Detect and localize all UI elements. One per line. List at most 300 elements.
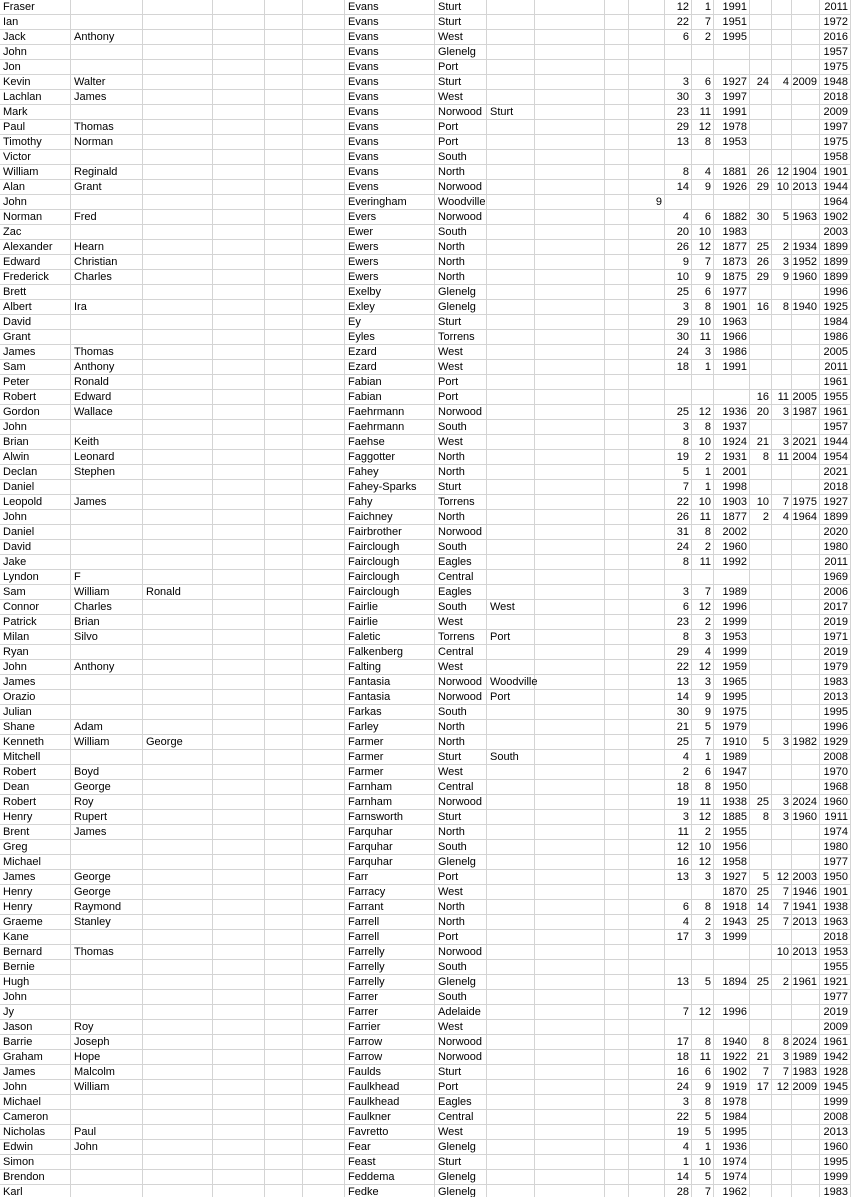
spacer-col-3[interactable]: [303, 1185, 345, 1197]
cell-first-name[interactable]: Sam: [0, 360, 71, 375]
cell-final-year[interactable]: 2018: [820, 480, 851, 495]
cell-district-2[interactable]: [487, 900, 535, 915]
cell-middle-name[interactable]: [71, 195, 143, 210]
cell-death-day[interactable]: 30: [750, 210, 772, 225]
spacer-col-1[interactable]: [213, 630, 265, 645]
cell-death-month[interactable]: 2: [772, 240, 792, 255]
cell-third-name[interactable]: [143, 840, 213, 855]
cell-birth-day[interactable]: 13: [665, 975, 692, 990]
cell-birth-month[interactable]: [692, 570, 714, 585]
cell-death-month[interactable]: 3: [772, 255, 792, 270]
cell-death-day[interactable]: [750, 90, 772, 105]
cell-third-name[interactable]: [143, 750, 213, 765]
cell-surname[interactable]: Farracy: [345, 885, 435, 900]
cell-death-year[interactable]: [792, 1005, 820, 1020]
cell-middle-name[interactable]: [71, 555, 143, 570]
cell-death-year[interactable]: [792, 1125, 820, 1140]
cell-surname[interactable]: Faulkner: [345, 1110, 435, 1125]
cell-birth-day[interactable]: 29: [665, 120, 692, 135]
cell-middle-name[interactable]: [71, 990, 143, 1005]
cell-death-year[interactable]: [792, 60, 820, 75]
cell-third-name[interactable]: [143, 900, 213, 915]
cell-count[interactable]: [629, 675, 665, 690]
spacer-col-2[interactable]: [265, 1155, 303, 1170]
cell-district-2[interactable]: [487, 1080, 535, 1095]
cell-death-day[interactable]: [750, 570, 772, 585]
cell-third-name[interactable]: [143, 120, 213, 135]
cell-district-2[interactable]: [487, 1185, 535, 1197]
cell-district-1[interactable]: Central: [435, 570, 487, 585]
cell-district-1[interactable]: North: [435, 825, 487, 840]
cell-district-1[interactable]: South: [435, 840, 487, 855]
cell-count[interactable]: [629, 90, 665, 105]
spacer-col-3[interactable]: [303, 690, 345, 705]
spacer-col-3[interactable]: [303, 1170, 345, 1185]
spacer-col-3[interactable]: [303, 135, 345, 150]
cell-first-name[interactable]: John: [0, 195, 71, 210]
cell-death-day[interactable]: [750, 765, 772, 780]
cell-middle-name[interactable]: [71, 1005, 143, 1020]
cell-death-year[interactable]: 1960: [792, 810, 820, 825]
spacer-col-4[interactable]: [535, 0, 605, 15]
spacer-col-4[interactable]: [535, 465, 605, 480]
spacer-col-5[interactable]: [605, 990, 629, 1005]
cell-final-year[interactable]: 2021: [820, 465, 851, 480]
cell-district-1[interactable]: South: [435, 150, 487, 165]
cell-death-month[interactable]: [772, 645, 792, 660]
cell-middle-name[interactable]: Wallace: [71, 405, 143, 420]
spacer-col-2[interactable]: [265, 345, 303, 360]
cell-surname[interactable]: Ezard: [345, 360, 435, 375]
spacer-col-5[interactable]: [605, 750, 629, 765]
cell-third-name[interactable]: [143, 555, 213, 570]
cell-district-2[interactable]: [487, 870, 535, 885]
spacer-col-3[interactable]: [303, 990, 345, 1005]
spacer-col-3[interactable]: [303, 600, 345, 615]
cell-birth-month[interactable]: 9: [692, 690, 714, 705]
cell-final-year[interactable]: 1984: [820, 315, 851, 330]
cell-surname[interactable]: Faggotter: [345, 450, 435, 465]
spacer-col-1[interactable]: [213, 210, 265, 225]
cell-count[interactable]: [629, 690, 665, 705]
spacer-col-1[interactable]: [213, 915, 265, 930]
cell-district-2[interactable]: [487, 720, 535, 735]
cell-final-year[interactable]: 2020: [820, 525, 851, 540]
cell-district-1[interactable]: North: [435, 255, 487, 270]
cell-birth-year[interactable]: 1991: [714, 360, 750, 375]
spacer-col-3[interactable]: [303, 45, 345, 60]
cell-middle-name[interactable]: [71, 1110, 143, 1125]
cell-birth-day[interactable]: 23: [665, 615, 692, 630]
cell-death-year[interactable]: [792, 825, 820, 840]
cell-surname[interactable]: Evans: [345, 165, 435, 180]
cell-first-name[interactable]: Alwin: [0, 450, 71, 465]
spacer-col-1[interactable]: [213, 1110, 265, 1125]
spacer-col-2[interactable]: [265, 570, 303, 585]
cell-third-name[interactable]: [143, 405, 213, 420]
cell-district-2[interactable]: [487, 615, 535, 630]
cell-district-1[interactable]: Torrens: [435, 495, 487, 510]
cell-third-name[interactable]: [143, 330, 213, 345]
cell-birth-day[interactable]: 5: [665, 465, 692, 480]
spacer-col-1[interactable]: [213, 420, 265, 435]
spacer-col-5[interactable]: [605, 975, 629, 990]
spacer-col-2[interactable]: [265, 180, 303, 195]
cell-surname[interactable]: Feddema: [345, 1170, 435, 1185]
spacer-col-5[interactable]: [605, 240, 629, 255]
cell-death-day[interactable]: [750, 840, 772, 855]
cell-district-2[interactable]: [487, 1065, 535, 1080]
cell-birth-year[interactable]: 1953: [714, 135, 750, 150]
cell-death-year[interactable]: 1946: [792, 885, 820, 900]
cell-final-year[interactable]: 2016: [820, 30, 851, 45]
cell-birth-year[interactable]: 1958: [714, 855, 750, 870]
cell-birth-year[interactable]: 1870: [714, 885, 750, 900]
cell-district-2[interactable]: [487, 735, 535, 750]
cell-middle-name[interactable]: [71, 1185, 143, 1197]
cell-third-name[interactable]: [143, 1125, 213, 1140]
cell-birth-year[interactable]: 1995: [714, 690, 750, 705]
cell-count[interactable]: [629, 480, 665, 495]
spacer-col-1[interactable]: [213, 570, 265, 585]
spacer-col-2[interactable]: [265, 360, 303, 375]
cell-final-year[interactable]: 1954: [820, 450, 851, 465]
spacer-col-5[interactable]: [605, 510, 629, 525]
cell-death-month[interactable]: [772, 225, 792, 240]
cell-death-month[interactable]: [772, 1185, 792, 1197]
cell-district-1[interactable]: South: [435, 960, 487, 975]
cell-district-1[interactable]: Glenelg: [435, 1170, 487, 1185]
cell-final-year[interactable]: 1983: [820, 675, 851, 690]
cell-first-name[interactable]: Mark: [0, 105, 71, 120]
cell-district-1[interactable]: Port: [435, 375, 487, 390]
cell-final-year[interactable]: 2006: [820, 585, 851, 600]
cell-first-name[interactable]: Brent: [0, 825, 71, 840]
cell-birth-day[interactable]: 4: [665, 915, 692, 930]
cell-first-name[interactable]: Cameron: [0, 1110, 71, 1125]
spacer-col-5[interactable]: [605, 60, 629, 75]
cell-count[interactable]: [629, 975, 665, 990]
cell-birth-year[interactable]: 1955: [714, 825, 750, 840]
spacer-col-4[interactable]: [535, 270, 605, 285]
cell-death-month[interactable]: 12: [772, 165, 792, 180]
cell-district-2[interactable]: [487, 0, 535, 15]
cell-middle-name[interactable]: Ronald: [71, 375, 143, 390]
cell-third-name[interactable]: [143, 1005, 213, 1020]
spacer-col-3[interactable]: [303, 150, 345, 165]
cell-middle-name[interactable]: [71, 285, 143, 300]
cell-third-name[interactable]: [143, 15, 213, 30]
cell-count[interactable]: [629, 870, 665, 885]
cell-district-2[interactable]: Sturt: [487, 105, 535, 120]
cell-count[interactable]: [629, 1095, 665, 1110]
cell-first-name[interactable]: Milan: [0, 630, 71, 645]
spacer-col-1[interactable]: [213, 1005, 265, 1020]
spacer-col-5[interactable]: [605, 450, 629, 465]
cell-birth-month[interactable]: 10: [692, 495, 714, 510]
cell-death-month[interactable]: [772, 135, 792, 150]
cell-death-day[interactable]: [750, 315, 772, 330]
spacer-col-4[interactable]: [535, 1095, 605, 1110]
spacer-col-5[interactable]: [605, 300, 629, 315]
cell-birth-day[interactable]: 7: [665, 1005, 692, 1020]
spacer-col-4[interactable]: [535, 1035, 605, 1050]
cell-middle-name[interactable]: George: [71, 870, 143, 885]
cell-surname[interactable]: Evans: [345, 30, 435, 45]
cell-death-month[interactable]: 3: [772, 1050, 792, 1065]
spacer-col-1[interactable]: [213, 15, 265, 30]
spacer-col-1[interactable]: [213, 150, 265, 165]
spacer-col-5[interactable]: [605, 555, 629, 570]
cell-first-name[interactable]: John: [0, 45, 71, 60]
cell-first-name[interactable]: Alexander: [0, 240, 71, 255]
cell-district-1[interactable]: Sturt: [435, 810, 487, 825]
cell-district-1[interactable]: North: [435, 735, 487, 750]
spacer-col-2[interactable]: [265, 150, 303, 165]
cell-third-name[interactable]: [143, 30, 213, 45]
cell-district-2[interactable]: [487, 240, 535, 255]
cell-first-name[interactable]: Shane: [0, 720, 71, 735]
cell-third-name[interactable]: [143, 375, 213, 390]
cell-third-name[interactable]: [143, 1080, 213, 1095]
cell-third-name[interactable]: [143, 450, 213, 465]
cell-middle-name[interactable]: Hearn: [71, 240, 143, 255]
spacer-col-5[interactable]: [605, 1065, 629, 1080]
cell-birth-day[interactable]: 14: [665, 180, 692, 195]
spacer-col-2[interactable]: [265, 315, 303, 330]
cell-middle-name[interactable]: Anthony: [71, 30, 143, 45]
spacer-col-1[interactable]: [213, 945, 265, 960]
cell-count[interactable]: [629, 765, 665, 780]
spacer-col-2[interactable]: [265, 390, 303, 405]
cell-district-2[interactable]: [487, 840, 535, 855]
cell-first-name[interactable]: Edward: [0, 255, 71, 270]
cell-count[interactable]: [629, 1035, 665, 1050]
spacer-col-1[interactable]: [213, 360, 265, 375]
cell-death-month[interactable]: [772, 855, 792, 870]
cell-final-year[interactable]: 1977: [820, 990, 851, 1005]
cell-surname[interactable]: Ewers: [345, 255, 435, 270]
cell-death-year[interactable]: 1989: [792, 1050, 820, 1065]
cell-death-month[interactable]: [772, 570, 792, 585]
spacer-col-3[interactable]: [303, 240, 345, 255]
spacer-col-1[interactable]: [213, 315, 265, 330]
cell-district-1[interactable]: West: [435, 1020, 487, 1035]
cell-district-2[interactable]: West: [487, 600, 535, 615]
spacer-col-3[interactable]: [303, 540, 345, 555]
cell-birth-month[interactable]: 12: [692, 1005, 714, 1020]
cell-death-day[interactable]: [750, 780, 772, 795]
cell-death-day[interactable]: 8: [750, 810, 772, 825]
cell-birth-month[interactable]: [692, 195, 714, 210]
cell-birth-month[interactable]: 11: [692, 795, 714, 810]
cell-death-year[interactable]: [792, 0, 820, 15]
spacer-col-3[interactable]: [303, 750, 345, 765]
cell-birth-year[interactable]: 1918: [714, 900, 750, 915]
spacer-col-2[interactable]: [265, 1020, 303, 1035]
cell-district-1[interactable]: Torrens: [435, 630, 487, 645]
cell-district-1[interactable]: Glenelg: [435, 45, 487, 60]
spacer-col-5[interactable]: [605, 825, 629, 840]
cell-final-year[interactable]: 1980: [820, 540, 851, 555]
cell-death-month[interactable]: 8: [772, 300, 792, 315]
cell-death-year[interactable]: [792, 585, 820, 600]
cell-surname[interactable]: Fantasia: [345, 690, 435, 705]
spacer-col-1[interactable]: [213, 870, 265, 885]
cell-final-year[interactable]: 1944: [820, 180, 851, 195]
spacer-col-5[interactable]: [605, 765, 629, 780]
spacer-col-3[interactable]: [303, 360, 345, 375]
spacer-col-1[interactable]: [213, 735, 265, 750]
cell-third-name[interactable]: [143, 930, 213, 945]
cell-death-year[interactable]: 2021: [792, 435, 820, 450]
spacer-col-4[interactable]: [535, 210, 605, 225]
spacer-col-1[interactable]: [213, 180, 265, 195]
cell-death-month[interactable]: [772, 1155, 792, 1170]
cell-district-1[interactable]: North: [435, 720, 487, 735]
cell-birth-day[interactable]: 22: [665, 15, 692, 30]
cell-birth-month[interactable]: 2: [692, 915, 714, 930]
cell-count[interactable]: [629, 0, 665, 15]
cell-birth-year[interactable]: [714, 390, 750, 405]
cell-count[interactable]: [629, 780, 665, 795]
cell-death-day[interactable]: 29: [750, 270, 772, 285]
cell-first-name[interactable]: Albert: [0, 300, 71, 315]
spacer-col-1[interactable]: [213, 480, 265, 495]
cell-first-name[interactable]: Lyndon: [0, 570, 71, 585]
cell-death-year[interactable]: 1941: [792, 900, 820, 915]
cell-birth-day[interactable]: 21: [665, 720, 692, 735]
cell-death-year[interactable]: 1975: [792, 495, 820, 510]
cell-surname[interactable]: Fahy: [345, 495, 435, 510]
cell-third-name[interactable]: [143, 1170, 213, 1185]
cell-death-year[interactable]: [792, 930, 820, 945]
spacer-col-5[interactable]: [605, 525, 629, 540]
cell-birth-year[interactable]: 1940: [714, 1035, 750, 1050]
cell-death-day[interactable]: [750, 45, 772, 60]
cell-birth-year[interactable]: 1989: [714, 750, 750, 765]
spacer-col-3[interactable]: [303, 720, 345, 735]
cell-count[interactable]: [629, 705, 665, 720]
spacer-col-2[interactable]: [265, 210, 303, 225]
spacer-col-2[interactable]: [265, 15, 303, 30]
spacer-col-2[interactable]: [265, 510, 303, 525]
cell-death-year[interactable]: [792, 645, 820, 660]
cell-surname[interactable]: Farley: [345, 720, 435, 735]
spacer-col-4[interactable]: [535, 1155, 605, 1170]
cell-third-name[interactable]: [143, 945, 213, 960]
cell-birth-month[interactable]: [692, 60, 714, 75]
cell-death-day[interactable]: [750, 195, 772, 210]
cell-first-name[interactable]: Graeme: [0, 915, 71, 930]
cell-death-month[interactable]: 2: [772, 975, 792, 990]
cell-first-name[interactable]: Jason: [0, 1020, 71, 1035]
cell-surname[interactable]: Farrelly: [345, 945, 435, 960]
spacer-col-2[interactable]: [265, 840, 303, 855]
cell-count[interactable]: 9: [629, 195, 665, 210]
cell-birth-month[interactable]: 3: [692, 630, 714, 645]
cell-birth-year[interactable]: 1983: [714, 225, 750, 240]
cell-birth-year[interactable]: 1936: [714, 405, 750, 420]
cell-birth-month[interactable]: 6: [692, 1065, 714, 1080]
spacer-col-3[interactable]: [303, 165, 345, 180]
cell-middle-name[interactable]: Walter: [71, 75, 143, 90]
cell-death-year[interactable]: 1983: [792, 1065, 820, 1080]
cell-birth-month[interactable]: [692, 960, 714, 975]
cell-death-day[interactable]: [750, 525, 772, 540]
cell-death-day[interactable]: [750, 675, 772, 690]
spacer-col-2[interactable]: [265, 405, 303, 420]
cell-district-2[interactable]: [487, 195, 535, 210]
cell-birth-year[interactable]: 1989: [714, 585, 750, 600]
cell-death-year[interactable]: [792, 45, 820, 60]
cell-district-1[interactable]: Eagles: [435, 585, 487, 600]
spacer-col-4[interactable]: [535, 735, 605, 750]
cell-birth-year[interactable]: 1978: [714, 120, 750, 135]
cell-birth-day[interactable]: 8: [665, 435, 692, 450]
cell-final-year[interactable]: 1942: [820, 1050, 851, 1065]
cell-final-year[interactable]: 1957: [820, 420, 851, 435]
spacer-col-1[interactable]: [213, 1155, 265, 1170]
spacer-col-4[interactable]: [535, 825, 605, 840]
cell-birth-year[interactable]: 1995: [714, 1125, 750, 1140]
cell-final-year[interactable]: 2019: [820, 645, 851, 660]
cell-count[interactable]: [629, 30, 665, 45]
cell-birth-year[interactable]: 1963: [714, 315, 750, 330]
cell-birth-year[interactable]: [714, 960, 750, 975]
spacer-col-5[interactable]: [605, 1155, 629, 1170]
spacer-col-4[interactable]: [535, 420, 605, 435]
cell-death-day[interactable]: 25: [750, 885, 772, 900]
cell-death-year[interactable]: [792, 615, 820, 630]
cell-birth-day[interactable]: 4: [665, 1140, 692, 1155]
spacer-col-5[interactable]: [605, 1020, 629, 1035]
spacer-col-4[interactable]: [535, 615, 605, 630]
cell-third-name[interactable]: [143, 975, 213, 990]
spacer-col-3[interactable]: [303, 390, 345, 405]
cell-surname[interactable]: Faichney: [345, 510, 435, 525]
spacer-col-4[interactable]: [535, 900, 605, 915]
cell-birth-day[interactable]: 4: [665, 210, 692, 225]
cell-birth-year[interactable]: 1974: [714, 1155, 750, 1170]
cell-birth-day[interactable]: 16: [665, 855, 692, 870]
spacer-col-1[interactable]: [213, 195, 265, 210]
spacer-col-5[interactable]: [605, 570, 629, 585]
cell-final-year[interactable]: 1938: [820, 900, 851, 915]
spacer-col-4[interactable]: [535, 1050, 605, 1065]
cell-count[interactable]: [629, 1080, 665, 1095]
cell-surname[interactable]: Ewers: [345, 240, 435, 255]
cell-first-name[interactable]: Edwin: [0, 1140, 71, 1155]
cell-death-month[interactable]: [772, 15, 792, 30]
cell-final-year[interactable]: 2019: [820, 615, 851, 630]
cell-birth-day[interactable]: 3: [665, 75, 692, 90]
spacer-col-3[interactable]: [303, 1125, 345, 1140]
cell-death-year[interactable]: [792, 705, 820, 720]
cell-count[interactable]: [629, 435, 665, 450]
cell-count[interactable]: [629, 390, 665, 405]
spacer-col-2[interactable]: [265, 825, 303, 840]
cell-final-year[interactable]: 1963: [820, 915, 851, 930]
cell-middle-name[interactable]: [71, 315, 143, 330]
cell-birth-day[interactable]: 18: [665, 1050, 692, 1065]
spacer-col-4[interactable]: [535, 1065, 605, 1080]
spacer-col-1[interactable]: [213, 330, 265, 345]
spacer-col-2[interactable]: [265, 810, 303, 825]
spacer-col-4[interactable]: [535, 390, 605, 405]
cell-birth-month[interactable]: 8: [692, 525, 714, 540]
cell-district-2[interactable]: [487, 555, 535, 570]
